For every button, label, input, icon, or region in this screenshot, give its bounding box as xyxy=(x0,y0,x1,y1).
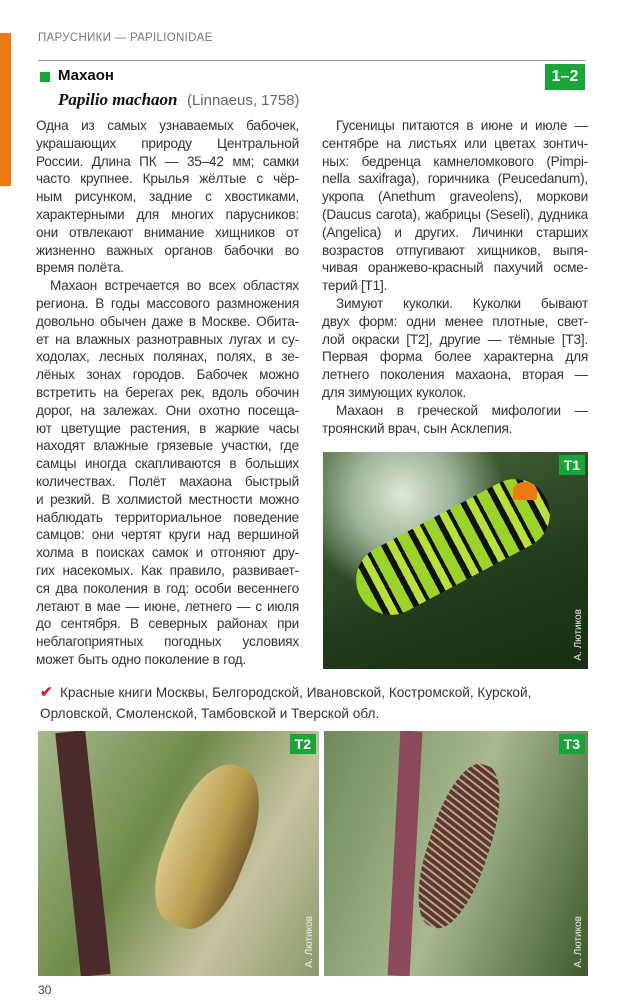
text-line: летают в мае — июне, летнего — с июля xyxy=(36,598,299,614)
running-head: ПАРУСНИКИ — PAPILIONIDAE xyxy=(38,32,213,44)
photo-tag: T2 xyxy=(290,734,316,754)
text-line: украшающих природу Центральной xyxy=(36,135,299,151)
photo-caterpillar xyxy=(323,452,588,669)
text-line: дорог, на залежах. Они охотно посеща- xyxy=(36,402,299,418)
text-line: ных: бедренца камнеломкового (Pimpi- xyxy=(322,153,588,169)
photo-credit: А. Лютиков xyxy=(304,916,315,968)
text-line: жизненно важных органов бабочки во xyxy=(36,242,299,258)
text-line: летнего поколения махаона, вторая — xyxy=(322,367,588,383)
text-line: возрастов отпугивают хищников, выпя- xyxy=(322,242,588,258)
text-line: (Angelica) и других. Личинки старших xyxy=(322,224,588,240)
text-line: ют цветущие растения, в жаркие часы xyxy=(36,420,299,436)
photo-tag: T1 xyxy=(559,455,585,475)
species-name-latin xyxy=(58,90,300,110)
text-line: для зимующих куколок. xyxy=(322,384,467,400)
photo-credit: А. Лютиков xyxy=(573,609,584,661)
text-line: лой окраски [T2], другие — тёмные [T3]. xyxy=(322,331,588,347)
text-line: находят влажные грязевые участки, где xyxy=(36,438,299,454)
text-line: характерными для многих парусников: xyxy=(36,206,299,222)
text-line: довольно обычен даже в Москве. Обита- xyxy=(36,313,299,329)
text-line: Махаон встречается во всех областях xyxy=(50,278,299,294)
text-line: время полёта. xyxy=(36,260,124,276)
text-line: Первая форма более характерна для xyxy=(322,349,588,365)
text-line: самцов: они чертят круги над вершиной xyxy=(36,527,299,543)
osmeterium-illustration xyxy=(513,482,537,500)
text-line: терий [T1]. xyxy=(322,278,388,294)
green-square-icon xyxy=(40,72,50,82)
text-line: Одна из самых узнаваемых бабочек, xyxy=(36,118,299,133)
text-line: и резкий. В холмистой местности можно xyxy=(36,491,299,507)
text-line: Махаон в греческой мифологии — xyxy=(336,402,588,418)
species-name-ru: Махаон xyxy=(58,67,114,84)
pupa-illustration xyxy=(139,752,277,940)
checkmark-icon: ✔ xyxy=(40,684,53,701)
right-text-column xyxy=(322,117,588,437)
text-line: количествах. Полёт махаона быстрый xyxy=(36,473,299,489)
section-color-tab xyxy=(0,33,11,186)
text-line: региона. В годы массового размножения xyxy=(36,295,299,311)
text-line: двух форм: одни менее плотные, свет- xyxy=(322,313,588,329)
text-line: чивая оранжево-красный пахучий осме- xyxy=(322,260,588,276)
text-line: может быть одно поколение в год. xyxy=(36,651,247,667)
text-line: ным рисунком, задние с хвостиками, xyxy=(36,189,299,205)
text-line: неблагоприятных погодных условиях xyxy=(36,634,299,650)
latin-name: Papilio machaon xyxy=(58,90,178,109)
header-divider xyxy=(38,60,585,61)
text-line: холма в поисках самок и отгоняют дру- xyxy=(36,545,299,561)
text-line: троянский врач, сын Асклепия. xyxy=(322,420,513,436)
text-line: Зимуют куколки. Куколки бывают xyxy=(336,295,588,311)
text-line: укропа (Anethum graveolens), моркови xyxy=(322,189,588,205)
text-line: до сентября. В северных районах при xyxy=(36,616,299,632)
text-line: они отвлекают внимание хищников от xyxy=(36,224,299,240)
red-books-note: Красные книги Москвы, Белгородской, Ивановской, Костромской, Курской, Орловской, Смоленской, Тамбовской и Тверской обл. xyxy=(40,685,532,721)
stem-illustration xyxy=(388,731,423,976)
text-line: часто крупнее. Крылья жёлтые с чёр- xyxy=(36,171,299,187)
photo-dark-pupa xyxy=(324,731,588,976)
stem-illustration xyxy=(55,731,110,976)
page-number: 30 xyxy=(38,983,52,997)
text-line: Гусеницы питаются в июне и июле — xyxy=(336,118,588,133)
status-badge: 1–2 xyxy=(545,64,585,90)
text-line: nella saxifraga), горичника (Peucedanum), xyxy=(322,171,588,187)
photo-tag: T3 xyxy=(559,734,585,754)
text-line: ет на влажных разнотравных лугах и су- xyxy=(36,331,299,347)
text-line: встретить на берегах рек, вдоль обочин xyxy=(36,384,299,400)
species-author: (Linnaeus, 1758) xyxy=(186,92,300,109)
text-line: наблюдать территориальное поведение xyxy=(36,509,299,525)
pupa-illustration xyxy=(404,756,514,936)
text-line: лёных зонах городов. Бабочек можно xyxy=(36,367,299,383)
text-line: ся два поколения в год: особи весеннего xyxy=(36,580,299,596)
photo-light-pupa xyxy=(38,731,319,976)
text-line: сентябре на листьях или цветах зонтич- xyxy=(322,135,588,151)
photo-credit: А. Лютиков xyxy=(573,916,584,968)
left-text-column xyxy=(36,117,299,669)
text-line: ходолах, лесных полянах, полях, в зе- xyxy=(36,349,299,365)
text-line: гих насекомых. Как правило, развивает- xyxy=(36,562,299,578)
text-line: самцы иногда скапливаются в больших xyxy=(36,456,299,472)
text-line: России. Длина ПК — 35–42 мм; самки xyxy=(36,153,299,169)
text-line: (Daucus carota), жабрицы (Seseli), дудника xyxy=(322,206,588,222)
